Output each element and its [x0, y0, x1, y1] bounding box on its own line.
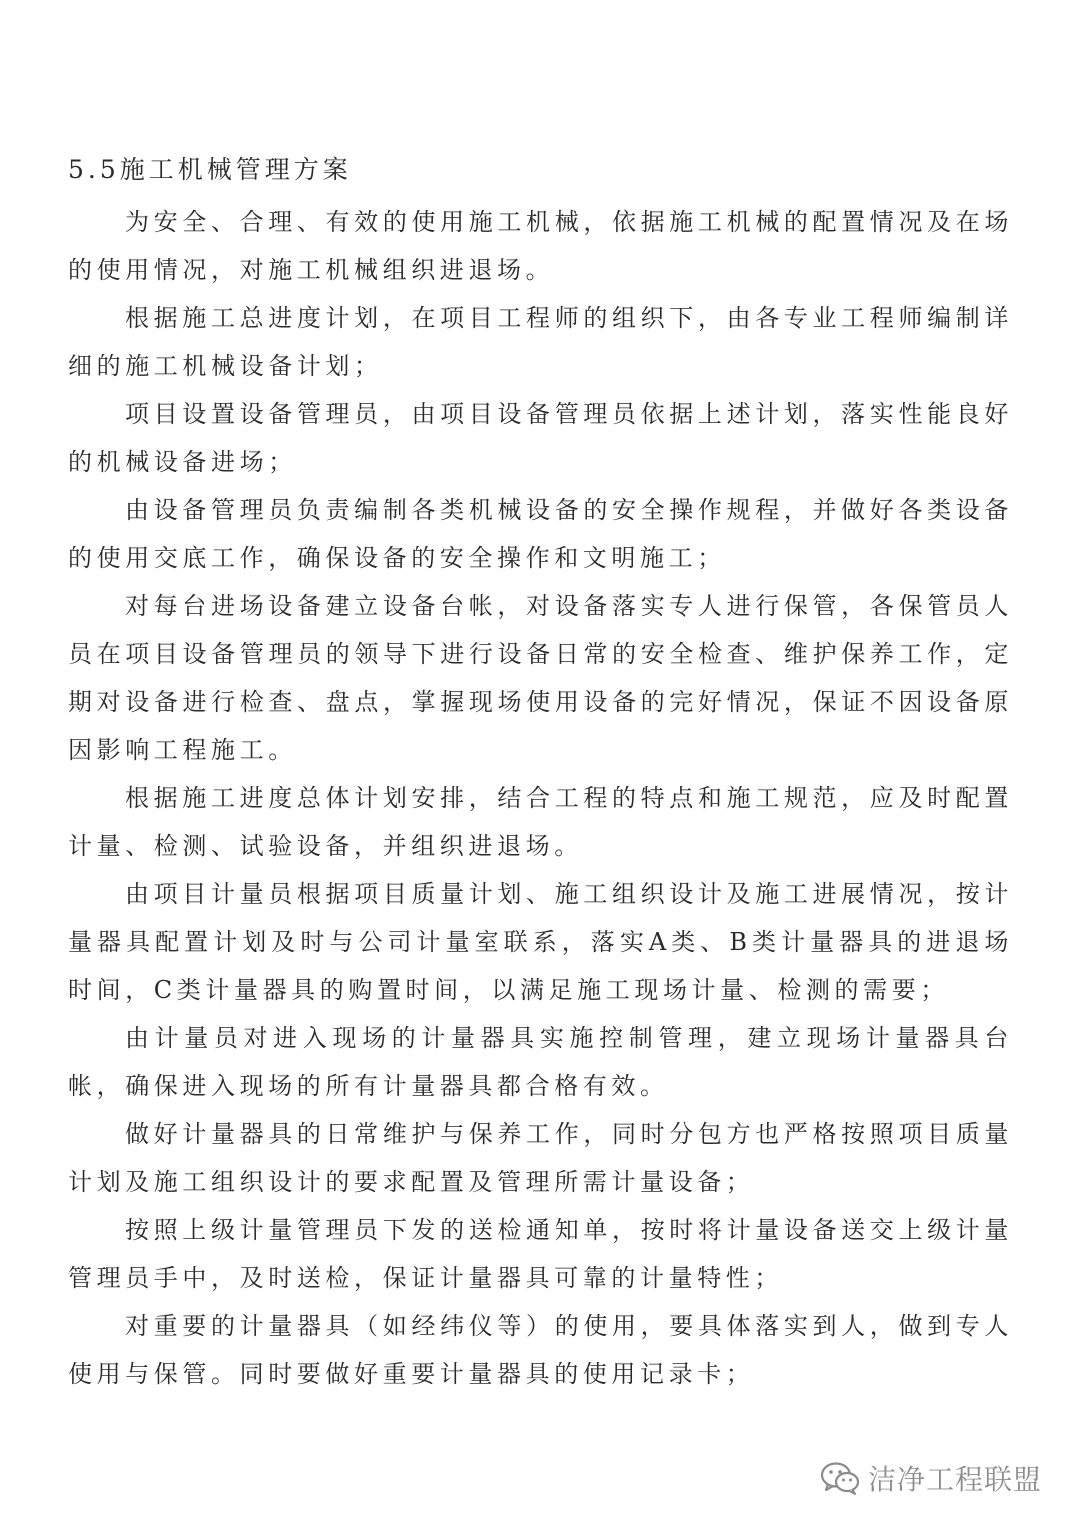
paragraph: 对每台进场设备建立设备台帐，对设备落实专人进行保管，各保管员人员在项目设备管理员的领导下进行设备日常的安全检查、维护保养工作，定期对设备进行检查、盘点，掌握现场使用设备的完好情况，保证不因设备原因影响工程施工。 — [68, 592, 1013, 764]
wechat-icon — [820, 1461, 860, 1495]
paragraph: 由计量员对进入现场的计量器具实施控制管理，建立现场计量器具台帐，确保进入现场的所有计量器具都合格有效。 — [68, 1024, 1013, 1100]
paragraph: 由项目计量员根据项目质量计划、施工组织设计及施工进展情况，按计量器具配置计划及时与公司计量室联系，落实A类、B类计量器具的进退场时间，C类计量器具的购置时间，以满足施工现场计量、检测的需要； — [68, 880, 1013, 1004]
paragraph: 由设备管理员负责编制各类机械设备的安全操作规程，并做好各类设备的使用交底工作，确保设备的安全操作和文明施工； — [68, 496, 1013, 572]
paragraph: 按照上级计量管理员下发的送检通知单，按时将计量设备送交上级计量管理员手中，及时送检，保证计量器具可靠的计量特性； — [68, 1216, 1013, 1292]
paragraph: 项目设置设备管理员，由项目设备管理员依据上述计划，落实性能良好的机械设备进场； — [68, 400, 1013, 476]
body-text — [68, 198, 1013, 1398]
paragraph: 根据施工总进度计划，在项目工程师的组织下，由各专业工程师编制详细的施工机械设备计划； — [68, 304, 1013, 380]
paragraph: 对重要的计量器具（如经纬仪等）的使用，要具体落实到人，做到专人使用与保管。同时要做好重要计量器具的使用记录卡； — [68, 1312, 1013, 1388]
watermark — [820, 1458, 1042, 1498]
section-heading: 5.5施工机械管理方案 — [68, 155, 352, 184]
paragraph: 为安全、合理、有效的使用施工机械，依据施工机械的配置情况及在场的使用情况，对施工机械组织进退场。 — [68, 208, 1013, 284]
watermark-text: 洁净工程联盟 — [867, 1463, 1042, 1496]
paragraph: 根据施工进度总体计划安排，结合工程的特点和施工规范，应及时配置计量、检测、试验设备，并组织进退场。 — [68, 784, 1013, 860]
paragraph: 做好计量器具的日常维护与保养工作，同时分包方也严格按照项目质量计划及施工组织设计的要求配置及管理所需计量设备； — [68, 1120, 1013, 1196]
